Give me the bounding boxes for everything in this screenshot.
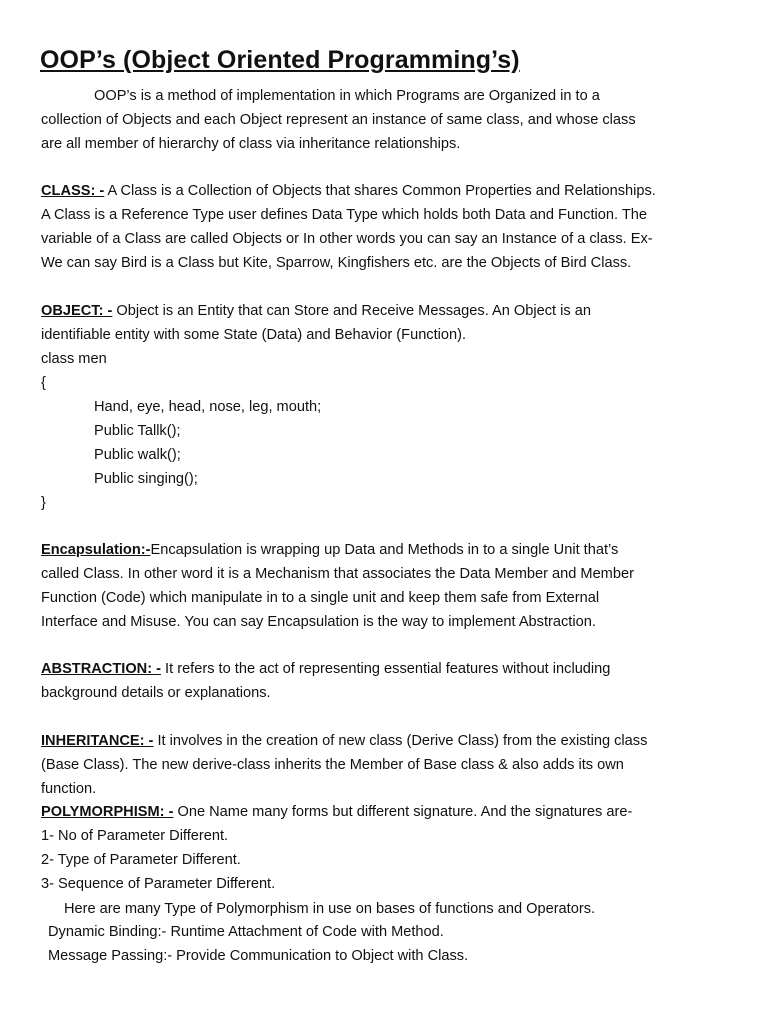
code-line: Public singing(); <box>94 471 198 487</box>
object-line: identifiable entity with some State (Data) and Behavior (Function). <box>41 327 467 343</box>
list-item: 3- Sequence of Parameter Different. <box>41 876 276 892</box>
object-label: OBJECT: - <box>41 303 113 319</box>
code-brace-open: { <box>41 375 46 391</box>
list-item: 1- No of Parameter Different. <box>41 828 229 844</box>
intro-line: are all member of hierarchy of class via inheritance relationships. <box>41 136 461 152</box>
class-label: CLASS: - <box>41 183 105 199</box>
polymorphism-line <box>41 802 632 822</box>
abstraction-line: background details or explanations. <box>41 685 271 701</box>
code-header: class men <box>41 351 107 367</box>
code-line: Public walk(); <box>94 447 181 463</box>
inheritance-line: (Base Class). The new derive-class inherits the Member of Base class & also adds its own <box>41 757 624 773</box>
object-text: Object is an Entity that can Store and Receive Messages. An Object is an <box>112 303 591 319</box>
binding-line: Dynamic Binding:- Runtime Attachment of Code with Method. <box>48 924 444 940</box>
page-title: OOP’s (Object Oriented Programming’s) <box>40 46 520 74</box>
abstraction-label: ABSTRACTION: - <box>41 661 161 677</box>
inheritance-line <box>41 731 647 751</box>
polymorphism-text: One Name many forms but different signature. And the signatures are- <box>173 804 633 820</box>
binding-line: Message Passing:- Provide Communication to Object with Class. <box>48 948 469 964</box>
intro-line: collection of Objects and each Object represent an instance of same class, and whose class <box>41 112 636 128</box>
class-line: We can say Bird is a Class but Kite, Sparrow, Kingfishers etc. are the Objects of Bird Class. <box>41 255 632 271</box>
encapsulation-label: Encapsulation:- <box>41 542 151 558</box>
encapsulation-line: called Class. In other word it is a Mechanism that associates the Data Member and Member <box>41 566 634 582</box>
encapsulation-line: Function (Code) which manipulate in to a single unit and keep them safe from External <box>41 590 600 606</box>
code-line: Hand, eye, head, nose, leg, mouth; <box>94 399 322 415</box>
object-line <box>41 301 591 321</box>
code-brace-close: } <box>41 495 46 511</box>
class-line <box>41 181 656 201</box>
code-line: Public Tallk(); <box>94 423 181 439</box>
inheritance-line: function. <box>41 781 97 797</box>
class-text: A Class is a Collection of Objects that shares Common Properties and Relationships. <box>104 183 656 199</box>
encapsulation-line <box>41 540 618 560</box>
polymorphism-note: Here are many Type of Polymorphism in use on bases of functions and Operators. <box>64 901 596 917</box>
class-line: A Class is a Reference Type user defines Data Type which holds both Data and Function. The <box>41 207 647 223</box>
inheritance-label: INHERITANCE: - <box>41 733 154 749</box>
encapsulation-line: Interface and Misuse. You can say Encapsulation is the way to implement Abstraction. <box>41 614 596 630</box>
list-item: 2- Type of Parameter Different. <box>41 852 241 868</box>
class-line: variable of a Class are called Objects or In other words you can say an Instance of a class. Ex- <box>41 231 653 247</box>
encapsulation-text: Encapsulation is wrapping up Data and Methods in to a single Unit that’s <box>150 542 619 558</box>
polymorphism-label: POLYMORPHISM: - <box>41 804 174 820</box>
inheritance-text: It involves in the creation of new class (Derive Class) from the existing class <box>153 733 648 749</box>
abstraction-line <box>41 659 610 679</box>
intro-line: OOP’s is a method of implementation in which Programs are Organized in to a <box>94 88 600 104</box>
abstraction-text: It refers to the act of representing essential features without including <box>160 661 611 677</box>
